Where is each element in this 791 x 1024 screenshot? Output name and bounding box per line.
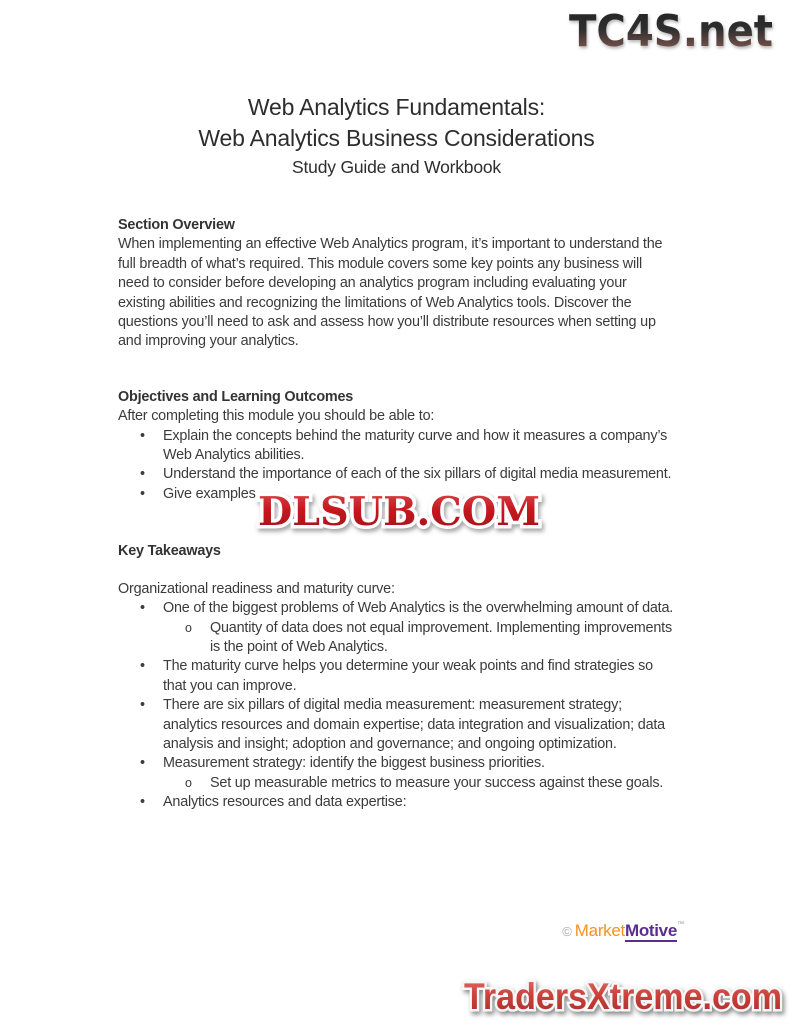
- document-title: [118, 92, 675, 180]
- list-item-text: The maturity curve helps you determine your weak points and find strategies so that you can improve.: [163, 658, 653, 694]
- marketmotive-logo: [562, 921, 684, 941]
- bullet-marker: •: [140, 697, 145, 714]
- key-takeaways-heading: Key Takeaways: [118, 543, 221, 560]
- marketmotive-logo-motive: Motive: [624, 921, 677, 940]
- title-subtitle: Study Guide and Workbook: [292, 157, 501, 177]
- dlsub-watermark-text: DLSUB.COM: [258, 489, 540, 535]
- list-item-text: Understand the importance of each of the six pillars of digital media measurement.: [163, 466, 672, 483]
- bullet-marker: •: [140, 755, 145, 772]
- objectives-intro: After completing this module you should be able to:: [118, 408, 435, 425]
- list-item-text: Quantity of data does not equal improvement. Implementing improvements is the point of Web Analytics.: [210, 619, 672, 655]
- tc4s-watermark-text: TC4S.net: [569, 6, 773, 57]
- sub-bullet-marker: o: [185, 620, 192, 635]
- key-takeaways-intro: Organizational readiness and maturity curve:: [118, 580, 395, 597]
- title-line-2: Web Analytics Business Considerations: [198, 125, 595, 151]
- list-item: [118, 619, 675, 658]
- list-item: [118, 599, 675, 618]
- marketmotive-logo-market: Market: [574, 921, 625, 940]
- list-item-text: Set up measurable metrics to measure your success against these goals.: [210, 774, 664, 791]
- list-item-text: There are six pillars of digital media measurement: measurement strategy; analytics resources and domain expertise; data integration and visualization; data analysis and insight; adoption and governance; and ongoing optimization.: [163, 697, 665, 752]
- section-overview-paragraph: When implementing an effective Web Analytics program, it’s important to understand the full breadth of what’s required. This module covers some key points any business will need to consider before developing an analytics program including evaluating your existing abilities and recognizing the limitations of Web Analytics tools. Discover the questions you’ll need to ask and assess how you’ll distribute resources when setting up and improving your analytics.: [118, 236, 663, 350]
- bullet-marker: •: [140, 794, 145, 811]
- list-item: [118, 696, 675, 754]
- document-content: [118, 0, 675, 813]
- trademark-icon: ™: [677, 921, 684, 928]
- list-item-text: One of the biggest problems of Web Analytics is the overwhelming amount of data.: [163, 600, 674, 617]
- list-item-text: Measurement strategy: identify the biggest business priorities.: [163, 755, 545, 772]
- title-line-1: Web Analytics Fundamentals:: [247, 94, 546, 120]
- tradersxtreme-watermark: [456, 972, 790, 1024]
- bullet-marker: •: [140, 427, 145, 444]
- dlsub-watermark: [249, 482, 549, 542]
- list-item: [118, 793, 675, 812]
- key-takeaways-bullet-list: [118, 599, 675, 812]
- bullet-marker: •: [140, 485, 145, 502]
- list-item: [118, 754, 675, 773]
- objectives-heading: Objectives and Learning Outcomes: [118, 388, 354, 405]
- copyright-icon: ©: [562, 924, 572, 939]
- list-item-text: Explain the concepts behind the maturity curve and how it measures a company’s Web Analytics abilities.: [163, 427, 668, 464]
- list-item-text: Give examples: [163, 485, 256, 502]
- list-item: [118, 657, 675, 696]
- sub-bullet-marker: o: [185, 775, 192, 790]
- bullet-marker: •: [140, 466, 145, 483]
- bullet-marker: •: [140, 600, 145, 617]
- bullet-marker: •: [140, 658, 145, 675]
- list-item-text: Analytics resources and data expertise:: [163, 794, 407, 811]
- tradersxtreme-watermark-text: TradersXtreme.com: [464, 976, 782, 1017]
- section-overview-heading: Section Overview: [118, 217, 235, 233]
- list-item: [118, 427, 675, 466]
- list-item: [118, 774, 675, 793]
